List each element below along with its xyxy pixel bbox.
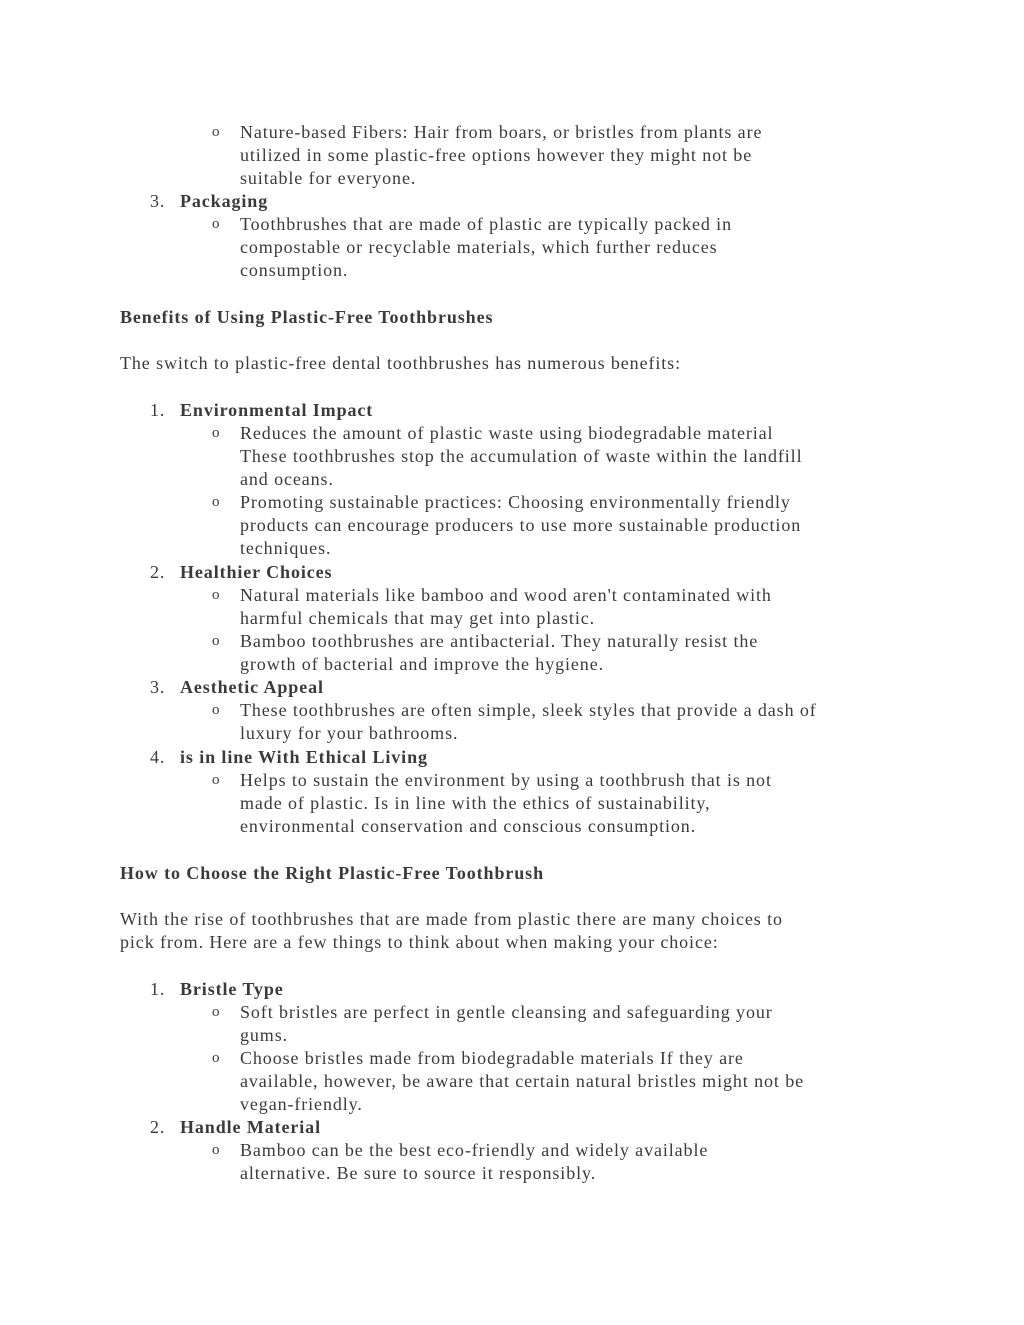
bullet-marker: o <box>212 1142 221 1158</box>
bullet-text: available, however, be aware that certain natural bristles might not be <box>240 1071 804 1091</box>
list-item-title: Packaging <box>180 191 269 211</box>
list-number: 1. <box>150 400 166 420</box>
section-heading-choose: How to Choose the Right Plastic-Free Toothbrush <box>120 863 544 883</box>
bullet-marker: o <box>212 494 221 510</box>
bullet-text: utilized in some plastic-free options however they might not be <box>240 145 753 165</box>
paragraph: The switch to plastic-free dental toothbrushes has numerous benefits: <box>120 353 681 373</box>
bullet-marker: o <box>212 702 221 718</box>
list-item-title: Bristle Type <box>180 979 284 999</box>
bullet-text: made of plastic. Is in line with the ethics of sustainability, <box>240 793 711 813</box>
list-number: 4. <box>150 747 166 767</box>
bullet-text: growth of bacterial and improve the hygiene. <box>240 654 604 674</box>
bullet-text: Toothbrushes that are made of plastic are typically packed in <box>240 214 732 234</box>
bullet-text: compostable or recyclable materials, which further reduces <box>240 237 718 257</box>
list-number: 3. <box>150 677 166 697</box>
bullet-text: Bamboo toothbrushes are antibacterial. They naturally resist the <box>240 631 759 651</box>
bullet-text: products can encourage producers to use more sustainable production <box>240 515 802 535</box>
bullet-text: Bamboo can be the best eco-friendly and widely available <box>240 1140 709 1160</box>
list-item-title: Environmental Impact <box>180 400 374 420</box>
bullet-text: environmental conservation and conscious consumption. <box>240 816 697 836</box>
paragraph: With the rise of toothbrushes that are made from plastic there are many choices to <box>120 909 783 929</box>
bullet-text: These toothbrushes stop the accumulation of waste within the landfill <box>240 446 803 466</box>
bullet-marker: o <box>212 216 221 232</box>
list-number: 2. <box>150 1117 166 1137</box>
bullet-text: Nature-based Fibers: Hair from boars, or bristles from plants are <box>240 122 763 142</box>
bullet-text: These toothbrushes are often simple, sleek styles that provide a dash of <box>240 700 817 720</box>
list-item-title: Handle Material <box>180 1117 321 1137</box>
bullet-marker: o <box>212 772 221 788</box>
list-number: 3. <box>150 191 166 211</box>
bullet-text: suitable for everyone. <box>240 168 417 188</box>
bullet-text: techniques. <box>240 538 332 558</box>
bullet-text: vegan-friendly. <box>240 1094 363 1114</box>
bullet-marker: o <box>212 633 221 649</box>
list-number: 2. <box>150 562 166 582</box>
bullet-text: Promoting sustainable practices: Choosing environmentally friendly <box>240 492 791 512</box>
bullet-marker: o <box>212 587 221 603</box>
bullet-text: Natural materials like bamboo and wood aren't contaminated with <box>240 585 772 605</box>
paragraph: pick from. Here are a few things to think about when making your choice: <box>120 932 719 952</box>
list-item-title: Aesthetic Appeal <box>180 677 324 697</box>
bullet-text: luxury for your bathrooms. <box>240 723 459 743</box>
bullet-text: and oceans. <box>240 469 334 489</box>
list-item-title: is in line With Ethical Living <box>180 747 428 767</box>
list-item-title: Healthier Choices <box>180 562 333 582</box>
bullet-text: Helps to sustain the environment by using a toothbrush that is not <box>240 770 772 790</box>
bullet-text: Choose bristles made from biodegradable materials If they are <box>240 1048 744 1068</box>
section-heading-benefits: Benefits of Using Plastic-Free Toothbrushes <box>120 307 494 327</box>
bullet-text: alternative. Be sure to source it responsibly. <box>240 1163 597 1183</box>
bullet-text: Reduces the amount of plastic waste using biodegradable material <box>240 423 774 443</box>
bullet-text: consumption. <box>240 260 349 280</box>
bullet-marker: o <box>212 1050 221 1066</box>
bullet-marker: o <box>212 124 221 140</box>
list-number: 1. <box>150 979 166 999</box>
bullet-text: harmful chemicals that may get into plastic. <box>240 608 596 628</box>
bullet-marker: o <box>212 1004 221 1020</box>
bullet-text: gums. <box>240 1025 289 1045</box>
bullet-marker: o <box>212 425 221 441</box>
bullet-text: Soft bristles are perfect in gentle cleansing and safeguarding your <box>240 1002 773 1022</box>
